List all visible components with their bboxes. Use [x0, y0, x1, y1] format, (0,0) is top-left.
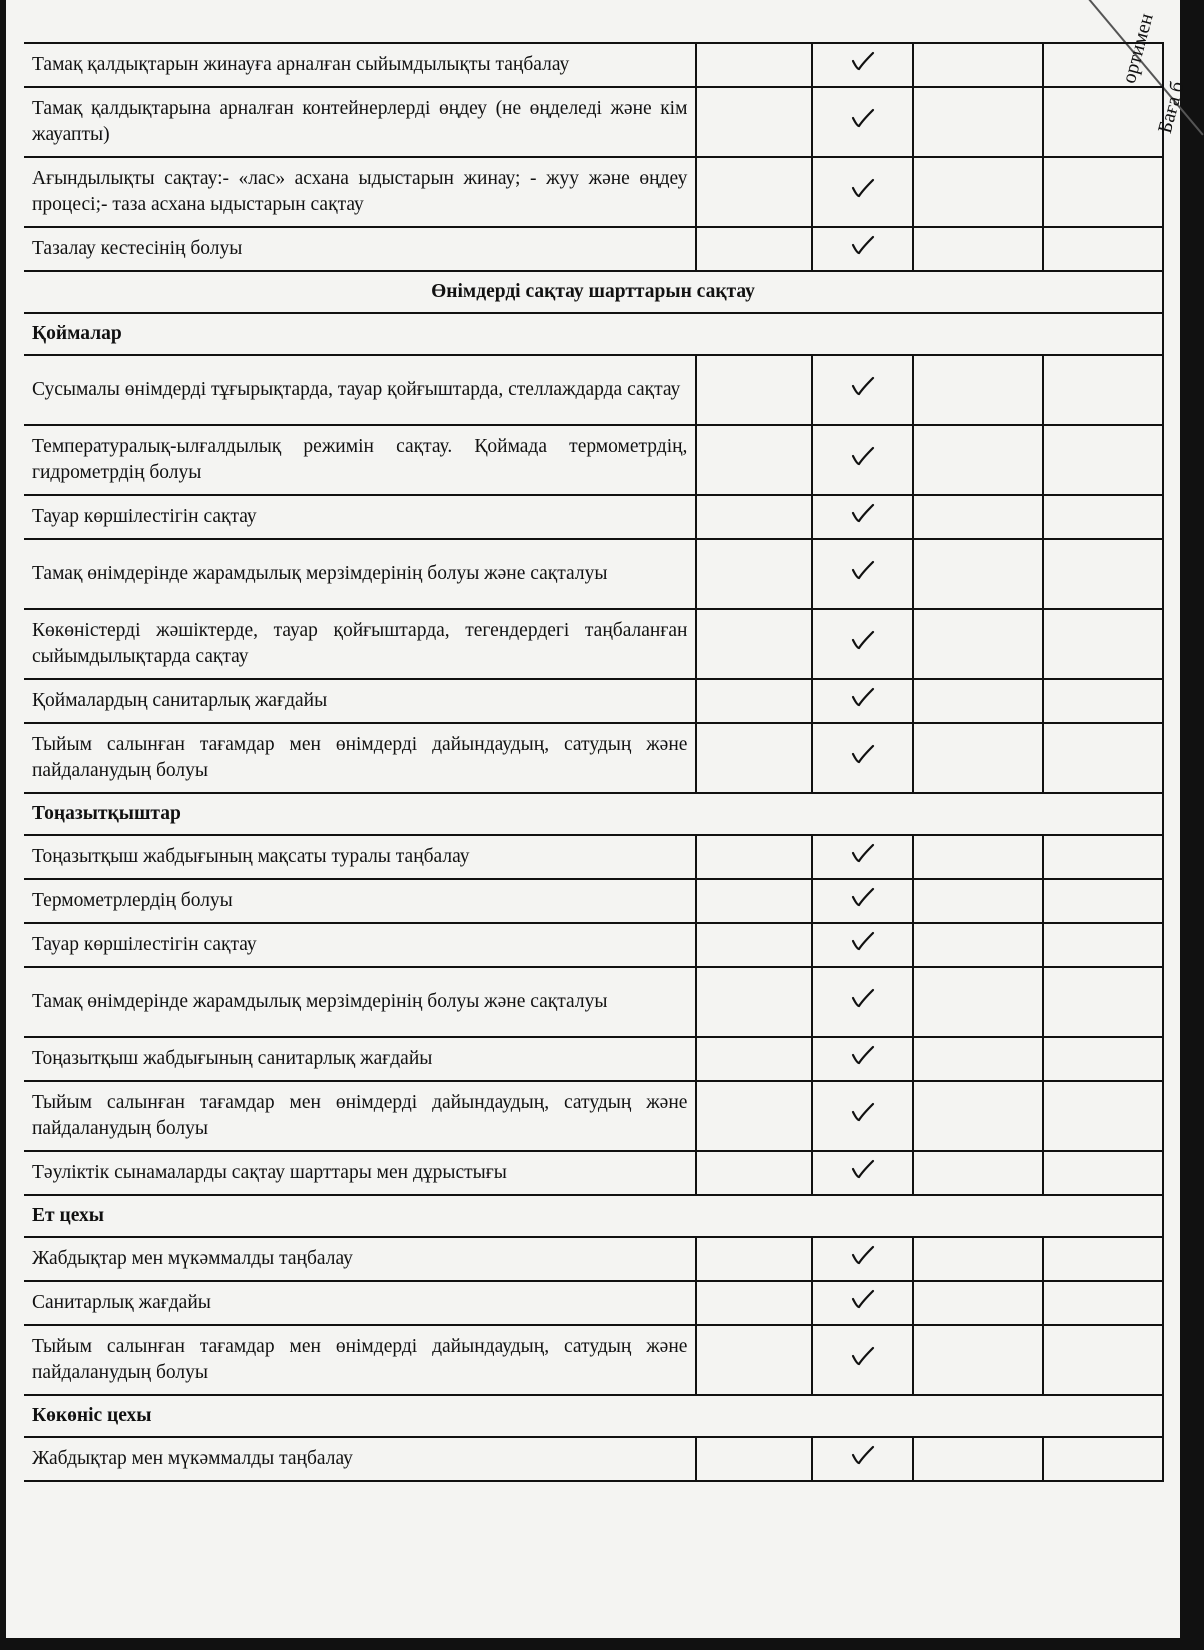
- criterion-text: Жабдықтар мен мүкәммалды таңбалау: [24, 1237, 696, 1281]
- empty-assessment-cell[interactable]: [913, 679, 1043, 723]
- checkmark-icon: [849, 106, 877, 130]
- empty-assessment-cell[interactable]: [1043, 425, 1163, 495]
- empty-assessment-cell[interactable]: [1043, 923, 1163, 967]
- checklist-row: [24, 1325, 1163, 1395]
- checklist-row: [24, 43, 1163, 87]
- criterion-text: Сусымалы өнімдерді тұғырықтарда, тауар қойғыштарда, стеллаждарда сақтау: [24, 355, 696, 425]
- empty-assessment-cell[interactable]: [913, 539, 1043, 609]
- empty-assessment-cell[interactable]: [1043, 1037, 1163, 1081]
- checklist-row: [24, 227, 1163, 271]
- checklist-row: [24, 1037, 1163, 1081]
- empty-assessment-cell[interactable]: [696, 355, 812, 425]
- subsection-title: Қоймалар: [24, 313, 1163, 355]
- checklist-row: [24, 425, 1163, 495]
- criterion-text: Тоңазытқыш жабдығының мақсаты туралы таңбалау: [24, 835, 696, 879]
- checklist-row: [24, 835, 1163, 879]
- compliance-check-cell[interactable]: [812, 609, 913, 679]
- empty-assessment-cell[interactable]: [696, 425, 812, 495]
- compliance-check-cell[interactable]: [812, 227, 913, 271]
- compliance-check-cell[interactable]: [812, 1151, 913, 1195]
- empty-assessment-cell[interactable]: [696, 87, 812, 157]
- empty-assessment-cell[interactable]: [696, 43, 812, 87]
- empty-assessment-cell[interactable]: [1043, 679, 1163, 723]
- criterion-text: Тамақ өнімдерінде жарамдылық мерзімдерінің болуы және сақталуы: [24, 967, 696, 1037]
- section-header-row: [24, 271, 1163, 313]
- checklist-row: [24, 87, 1163, 157]
- checkmark-icon: [849, 1344, 877, 1368]
- empty-assessment-cell[interactable]: [913, 1151, 1043, 1195]
- empty-assessment-cell[interactable]: [1043, 495, 1163, 539]
- compliance-check-cell[interactable]: [812, 43, 913, 87]
- checkmark-icon: [849, 1287, 877, 1311]
- subsection-header-row: [24, 313, 1163, 355]
- subsection-title: Көкөніс цехы: [24, 1395, 1163, 1437]
- empty-assessment-cell[interactable]: [696, 609, 812, 679]
- compliance-check-cell[interactable]: [812, 355, 913, 425]
- empty-assessment-cell[interactable]: [1043, 355, 1163, 425]
- criterion-text: Тауар көршілестігін сақтау: [24, 923, 696, 967]
- empty-assessment-cell[interactable]: [696, 967, 812, 1037]
- empty-assessment-cell[interactable]: [913, 1325, 1043, 1395]
- checkmark-icon: [849, 841, 877, 865]
- checkmark-icon: [849, 374, 877, 398]
- criterion-text: Көкөністерді жәшіктерде, тауар қойғыштарда, тегендердегі таңбаланған сыйымдылықтарда сақтау: [24, 609, 696, 679]
- empty-assessment-cell[interactable]: [696, 539, 812, 609]
- empty-assessment-cell[interactable]: [696, 227, 812, 271]
- compliance-check-cell[interactable]: [812, 723, 913, 793]
- subsection-header-row: [24, 1395, 1163, 1437]
- checkmark-icon: [849, 1043, 877, 1067]
- empty-assessment-cell[interactable]: [913, 1081, 1043, 1151]
- empty-assessment-cell[interactable]: [913, 87, 1043, 157]
- checkmark-icon: [849, 986, 877, 1010]
- checkmark-icon: [849, 1157, 877, 1181]
- empty-assessment-cell[interactable]: [696, 835, 812, 879]
- compliance-check-cell[interactable]: [812, 835, 913, 879]
- inspection-checklist-table: [24, 42, 1164, 1482]
- checkmark-icon: [849, 742, 877, 766]
- empty-assessment-cell[interactable]: [696, 1281, 812, 1325]
- empty-assessment-cell[interactable]: [696, 723, 812, 793]
- criterion-text: Тыйым салынған тағамдар мен өнімдерді дайындаудың, сатудың және пайдаланудың болуы: [24, 723, 696, 793]
- compliance-check-cell[interactable]: [812, 1281, 913, 1325]
- subsection-header-row: [24, 793, 1163, 835]
- empty-assessment-cell[interactable]: [1043, 87, 1163, 157]
- checklist-row: [24, 355, 1163, 425]
- empty-assessment-cell[interactable]: [913, 723, 1043, 793]
- empty-assessment-cell[interactable]: [1043, 227, 1163, 271]
- checkmark-icon: [849, 885, 877, 909]
- compliance-check-cell[interactable]: [812, 87, 913, 157]
- checklist-row: [24, 967, 1163, 1037]
- empty-assessment-cell[interactable]: [913, 227, 1043, 271]
- empty-assessment-cell[interactable]: [913, 835, 1043, 879]
- empty-assessment-cell[interactable]: [696, 157, 812, 227]
- empty-assessment-cell[interactable]: [696, 1081, 812, 1151]
- checkmark-icon: [849, 558, 877, 582]
- empty-assessment-cell[interactable]: [696, 495, 812, 539]
- compliance-check-cell[interactable]: [812, 157, 913, 227]
- compliance-check-cell[interactable]: [812, 923, 913, 967]
- subsection-title: Ет цехы: [24, 1195, 1163, 1237]
- compliance-check-cell[interactable]: [812, 495, 913, 539]
- compliance-check-cell[interactable]: [812, 539, 913, 609]
- empty-assessment-cell[interactable]: [696, 1237, 812, 1281]
- empty-assessment-cell[interactable]: [913, 495, 1043, 539]
- checkmark-icon: [849, 444, 877, 468]
- subsection-title: Тоңазытқыштар: [24, 793, 1163, 835]
- checkmark-icon: [849, 929, 877, 953]
- compliance-check-cell[interactable]: [812, 425, 913, 495]
- empty-assessment-cell[interactable]: [913, 355, 1043, 425]
- section-title: Өнімдерді сақтау шарттарын сақтау: [24, 271, 1163, 313]
- empty-assessment-cell[interactable]: [913, 43, 1043, 87]
- checkmark-icon: [849, 233, 877, 257]
- criterion-text: Температуралық-ылғалдылық режимін сақтау. Қоймада термометрдің, гидрометрдің болуы: [24, 425, 696, 495]
- empty-assessment-cell[interactable]: [913, 967, 1043, 1037]
- checkmark-icon: [849, 1100, 877, 1124]
- empty-assessment-cell[interactable]: [913, 1037, 1043, 1081]
- empty-assessment-cell[interactable]: [1043, 43, 1163, 87]
- criterion-text: Тауар көршілестігін сақтау: [24, 495, 696, 539]
- empty-assessment-cell[interactable]: [1043, 835, 1163, 879]
- empty-assessment-cell[interactable]: [913, 879, 1043, 923]
- compliance-check-cell[interactable]: [812, 679, 913, 723]
- checkmark-icon: [849, 1443, 877, 1467]
- corner-label-1: ортимен: [1118, 11, 1158, 86]
- criterion-text: Ағындылықты сақтау:- «лас» асхана ыдыстарын жинау; - жуу және өңдеу процесі;- таза асхана ыдыстарын сақтау: [24, 157, 696, 227]
- empty-assessment-cell[interactable]: [1043, 539, 1163, 609]
- empty-assessment-cell[interactable]: [696, 923, 812, 967]
- checklist-row: [24, 923, 1163, 967]
- criterion-text: Қоймалардың санитарлық жағдайы: [24, 679, 696, 723]
- criterion-text: Тамақ қалдықтарын жинауға арналған сыйымдылықты таңбалау: [24, 43, 696, 87]
- criterion-text: Тамақ қалдықтарына арналған контейнерлерді өңдеу (не өңделеді және кім жауапты): [24, 87, 696, 157]
- empty-assessment-cell[interactable]: [1043, 157, 1163, 227]
- compliance-check-cell[interactable]: [812, 1081, 913, 1151]
- empty-assessment-cell[interactable]: [696, 879, 812, 923]
- criterion-text: Термометрлердің болуы: [24, 879, 696, 923]
- criterion-text: Тыйым салынған тағамдар мен өнімдерді дайындаудың, сатудың және пайдаланудың болуы: [24, 1081, 696, 1151]
- empty-assessment-cell[interactable]: [913, 923, 1043, 967]
- criterion-text: Тәуліктік сынамаларды сақтау шарттары мен дұрыстығы: [24, 1151, 696, 1195]
- checkmark-icon: [849, 1243, 877, 1267]
- criterion-text: Тамақ өнімдерінде жарамдылық мерзімдерінің болуы және сақталуы: [24, 539, 696, 609]
- document-page: [6, 0, 1189, 1638]
- checklist-row: [24, 539, 1163, 609]
- compliance-check-cell[interactable]: [812, 1437, 913, 1481]
- checklist-row: [24, 1151, 1163, 1195]
- empty-assessment-cell[interactable]: [1043, 1437, 1163, 1481]
- compliance-check-cell[interactable]: [812, 879, 913, 923]
- checkmark-icon: [849, 49, 877, 73]
- empty-assessment-cell[interactable]: [1043, 967, 1163, 1037]
- compliance-check-cell[interactable]: [812, 1325, 913, 1395]
- criterion-text: Санитарлық жағдайы: [24, 1281, 696, 1325]
- empty-assessment-cell[interactable]: [696, 1437, 812, 1481]
- checkmark-icon: [849, 176, 877, 200]
- compliance-check-cell[interactable]: [812, 1037, 913, 1081]
- empty-assessment-cell[interactable]: [913, 157, 1043, 227]
- checklist-row: [24, 1081, 1163, 1151]
- checkmark-icon: [849, 501, 877, 525]
- criterion-text: Тазалау кестесінің болуы: [24, 227, 696, 271]
- checklist-row: [24, 157, 1163, 227]
- criterion-text: Тоңазытқыш жабдығының санитарлық жағдайы: [24, 1037, 696, 1081]
- empty-assessment-cell[interactable]: [913, 1281, 1043, 1325]
- empty-assessment-cell[interactable]: [1043, 609, 1163, 679]
- subsection-header-row: [24, 1195, 1163, 1237]
- checkmark-icon: [849, 685, 877, 709]
- checklist-row: [24, 723, 1163, 793]
- empty-assessment-cell[interactable]: [913, 1237, 1043, 1281]
- empty-assessment-cell[interactable]: [913, 1437, 1043, 1481]
- checklist-row: [24, 879, 1163, 923]
- checklist-row: [24, 1237, 1163, 1281]
- empty-assessment-cell[interactable]: [696, 679, 812, 723]
- checklist-row: [24, 609, 1163, 679]
- criterion-text: Жабдықтар мен мүкәммалды таңбалау: [24, 1437, 696, 1481]
- criterion-text: Тыйым салынған тағамдар мен өнімдерді дайындаудың, сатудың және пайдаланудың болуы: [24, 1325, 696, 1395]
- empty-assessment-cell[interactable]: [1043, 1081, 1163, 1151]
- empty-assessment-cell[interactable]: [696, 1325, 812, 1395]
- checklist-row: [24, 495, 1163, 539]
- checklist-row: [24, 1281, 1163, 1325]
- empty-assessment-cell[interactable]: [913, 609, 1043, 679]
- checkmark-icon: [849, 628, 877, 652]
- corner-label-2: Баға б: [1154, 79, 1189, 136]
- compliance-check-cell[interactable]: [812, 1237, 913, 1281]
- empty-assessment-cell[interactable]: [1043, 1325, 1163, 1395]
- compliance-check-cell[interactable]: [812, 967, 913, 1037]
- empty-assessment-cell[interactable]: [696, 1151, 812, 1195]
- checklist-row: [24, 679, 1163, 723]
- empty-assessment-cell[interactable]: [1043, 1237, 1163, 1281]
- empty-assessment-cell[interactable]: [1043, 723, 1163, 793]
- empty-assessment-cell[interactable]: [913, 425, 1043, 495]
- empty-assessment-cell[interactable]: [1043, 879, 1163, 923]
- empty-assessment-cell[interactable]: [696, 1037, 812, 1081]
- empty-assessment-cell[interactable]: [1043, 1281, 1163, 1325]
- checklist-row: [24, 1437, 1163, 1481]
- empty-assessment-cell[interactable]: [1043, 1151, 1163, 1195]
